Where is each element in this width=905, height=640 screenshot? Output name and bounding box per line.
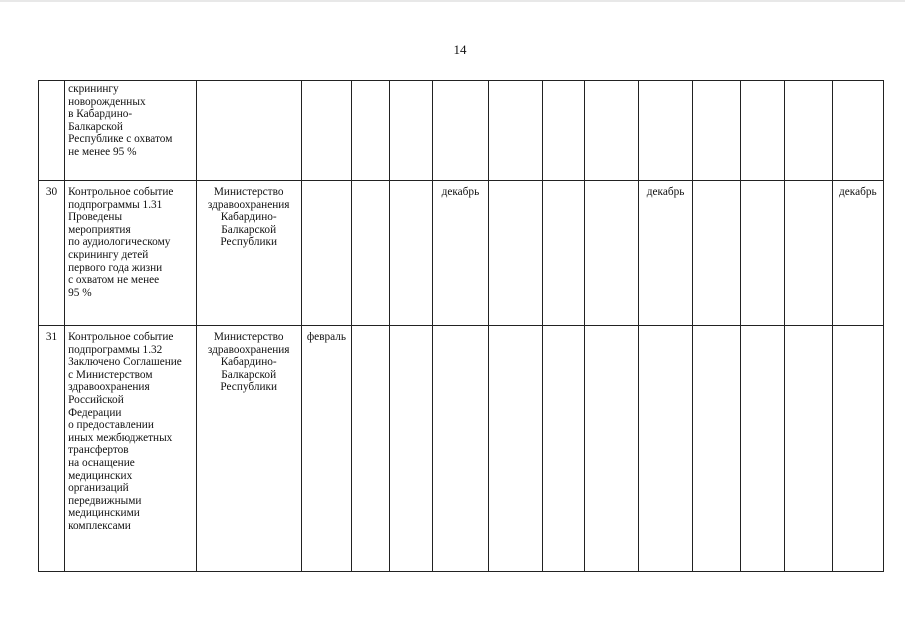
- month-cell: декабрь: [832, 181, 883, 326]
- event-description: Контрольное событие подпрограммы 1.31 Проведены мероприятия по аудиологическому скринингу детей первого года жизни с охватом не менее 95 %: [65, 181, 196, 326]
- month-cell: [488, 81, 542, 181]
- month-cell: [542, 181, 584, 326]
- month-cell: [390, 326, 433, 572]
- responsible-executor: Министерство здравоохранения Кабардино- Балкарской Республики: [196, 181, 301, 326]
- table-row: [39, 326, 884, 572]
- table-row: [39, 181, 884, 326]
- month-cell: [542, 326, 584, 572]
- month-cell: [390, 81, 433, 181]
- month-cell: [584, 181, 638, 326]
- month-cell: [693, 181, 741, 326]
- month-cell: [433, 326, 488, 572]
- month-cell: [784, 326, 832, 572]
- page-number: 14: [453, 42, 467, 57]
- month-cell: [639, 326, 693, 572]
- month-cell: февраль: [301, 326, 351, 572]
- table-row: [39, 81, 884, 181]
- month-cell: [301, 181, 351, 326]
- month-cell: [832, 326, 883, 572]
- month-cell: [639, 81, 693, 181]
- month-cell: [741, 326, 784, 572]
- month-cell: [352, 326, 390, 572]
- month-cell: [584, 326, 638, 572]
- month-cell: [352, 81, 390, 181]
- responsible-executor: [196, 81, 301, 181]
- month-cell: [352, 181, 390, 326]
- month-cell: [301, 81, 351, 181]
- month-cell: [488, 181, 542, 326]
- month-cell: [584, 81, 638, 181]
- row-number: [39, 81, 65, 181]
- row-number: 31: [39, 326, 65, 572]
- month-cell: [784, 81, 832, 181]
- month-cell: [488, 326, 542, 572]
- month-cell: [832, 81, 883, 181]
- month-cell: [390, 181, 433, 326]
- month-cell: [784, 181, 832, 326]
- month-cell: [741, 81, 784, 181]
- row-number: 30: [39, 181, 65, 326]
- event-description: скринингу новорожденных в Кабардино- Балкарской Республике с охватом не менее 95 %: [65, 81, 196, 181]
- month-cell: [693, 81, 741, 181]
- scan-edge: [0, 0, 905, 2]
- month-cell: [542, 81, 584, 181]
- month-cell: декабрь: [639, 181, 693, 326]
- schedule-table: [38, 80, 884, 572]
- month-cell: [433, 81, 488, 181]
- month-cell: декабрь: [433, 181, 488, 326]
- month-cell: [741, 181, 784, 326]
- responsible-executor: Министерство здравоохранения Кабардино- Балкарской Республики: [196, 326, 301, 572]
- event-description: Контрольное событие подпрограммы 1.32 Заключено Соглашение с Министерством здравоохранения Российской Федерации о предоставлении иных межбюджетных трансфертов на оснащение медицинских организаций передвижными медицинскими комплексами: [65, 326, 196, 572]
- month-cell: [693, 326, 741, 572]
